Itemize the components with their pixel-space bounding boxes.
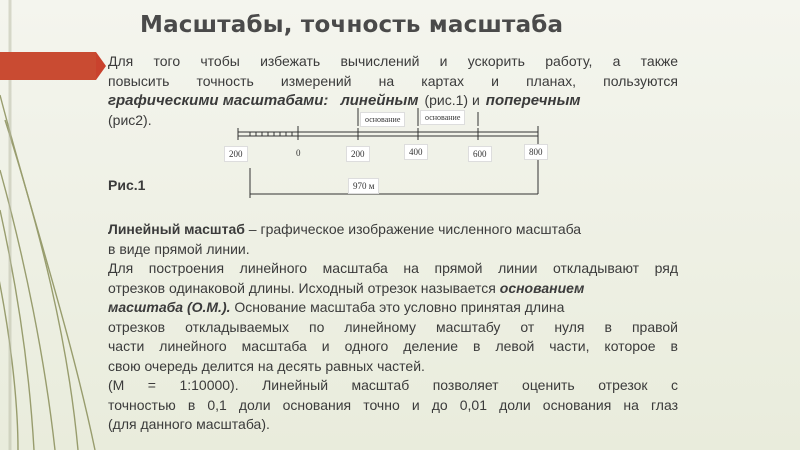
total-length-label: 970 м — [348, 178, 379, 194]
tick-label-2: 200 — [346, 146, 370, 162]
def-line-3: Для построения линейного масштаба на прямой линии откладывают ряд — [108, 260, 678, 276]
def-line-4-text: отрезков одинаковой длины. Исходный отрезок называется — [108, 279, 500, 296]
graphic-scales-term: графическими масштабами: — [108, 92, 329, 109]
tick-label-4: 600 — [468, 146, 492, 162]
ris1-ref: (рис.1) и — [424, 92, 480, 108]
definition-paragraph — [108, 220, 678, 435]
def-line-11: (для данного масштаба). — [108, 416, 270, 432]
def-line-4 — [108, 279, 678, 299]
def-line-8: свою очередь делится на десять равных частей. — [108, 357, 425, 374]
slide-title: Масштабы, точность масштаба — [140, 12, 564, 38]
intro-line-1: Для того чтобы избежать вычислений и ускорить работу, а также — [108, 53, 678, 69]
basis-term-2: масштаба (О.М.). — [108, 299, 231, 315]
linear-term: линейным — [340, 92, 419, 109]
base-label-1: основание — [360, 112, 405, 127]
tick-label-1: 0 — [296, 148, 301, 158]
intro-line-4: (рис2). — [108, 111, 152, 128]
def-line-5-text: Основание масштаба это условно принятая длина — [230, 299, 565, 315]
def-line-2: в виде прямой линии. — [108, 240, 250, 257]
tick-label-5: 800 — [524, 144, 548, 160]
tick-label-3: 400 — [404, 144, 428, 160]
def-line-1-text: – графическое изображение численного масштаба — [244, 221, 582, 237]
bullet-arrow-icon — [96, 52, 106, 80]
def-line-5 — [108, 298, 678, 318]
basis-term: основанием — [499, 279, 585, 296]
def-line-6: отрезков откладываемых по линейному масштабу от нуля в правой — [108, 318, 678, 335]
base-label-2: основание — [420, 110, 465, 125]
def-line-9: (М = 1:10000). Линейный масштаб позволяет оценить отрезок с — [108, 377, 678, 393]
def-line-10: точностью в 0,1 доли основания точно и до 0,01 доли основания на глаз — [108, 396, 678, 413]
transverse-term: поперечным — [485, 92, 581, 109]
bullet-arrow-tail — [0, 52, 96, 80]
figure-caption: Рис.1 — [108, 177, 146, 193]
def-line-7: части линейного масштаба и одного деление в левой части, которое в — [108, 338, 678, 354]
tick-label-0: 200 — [224, 146, 248, 162]
intro-line-2: повысить точность измерений на картах и планах, пользуются — [108, 72, 678, 89]
linear-scale-term: Линейный масштаб — [108, 221, 245, 237]
def-line-1 — [108, 220, 678, 240]
